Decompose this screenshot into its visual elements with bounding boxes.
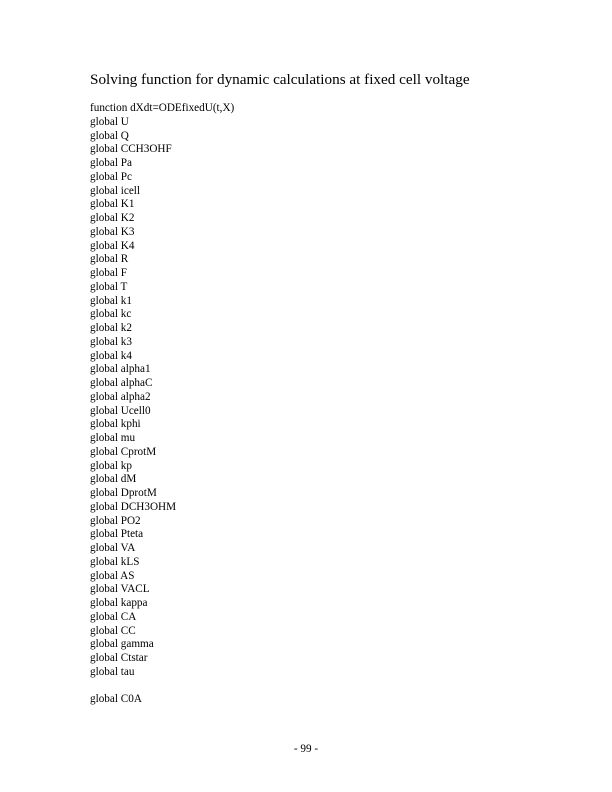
code-line: global DCH3OHM [90,500,177,513]
code-line: global Pa [90,157,132,169]
code-line: global Pc [90,170,132,183]
code-line: global alphaC [90,377,153,389]
code-line: function dXdt=ODEfixedU(t,X) [90,102,235,114]
code-line: global K1 [90,198,135,211]
code-line: global gamma [90,638,154,651]
code-line: global kp [90,459,132,472]
code-line: global k1 [90,294,132,307]
code-line: global U [90,115,129,128]
code-line: global kappa [90,597,148,609]
code-line: global tau [90,665,135,678]
code-line: global kc [90,308,132,321]
code-line: global F [90,267,127,279]
code-line: global CA [90,610,137,623]
code-line: global icell [90,184,141,197]
code-line: global DprotM [90,487,157,499]
code-line: global Q [90,129,129,142]
code-line: global CC [90,624,136,637]
page-number: - 99 - [293,743,319,755]
code-line: global K3 [90,225,135,238]
code-line: global VACL [90,583,150,596]
code-block [90,102,234,707]
code-line: global alpha2 [90,390,151,403]
code-line: global R [90,253,129,266]
code-line: global alpha1 [90,363,151,376]
code-line: global Ucell0 [90,404,151,417]
code-line: global CprotM [90,445,157,458]
code-line: global dM [90,473,137,486]
code-line: global Pteta [90,528,144,541]
code-line: global VA [90,542,136,554]
code-line: global CCH3OHF [90,143,172,156]
code-line: global Ctstar [90,652,148,664]
code-line: global K2 [90,212,135,224]
code-line: global C0A [90,693,142,706]
code-line: global k4 [90,349,132,362]
code-line: global kphi [90,418,141,431]
code-line: global k3 [90,335,132,348]
code-line: global T [90,280,128,293]
code-line: global mu [90,432,136,444]
blank-line [90,680,234,694]
code-line: global K4 [90,239,135,252]
code-line: global k2 [90,322,132,334]
code-line: global PO2 [90,514,141,527]
page-title: Solving function for dynamic calculations at fixed cell voltage [90,71,470,88]
code-line: global AS [90,569,135,582]
code-line: global kLS [90,555,140,568]
